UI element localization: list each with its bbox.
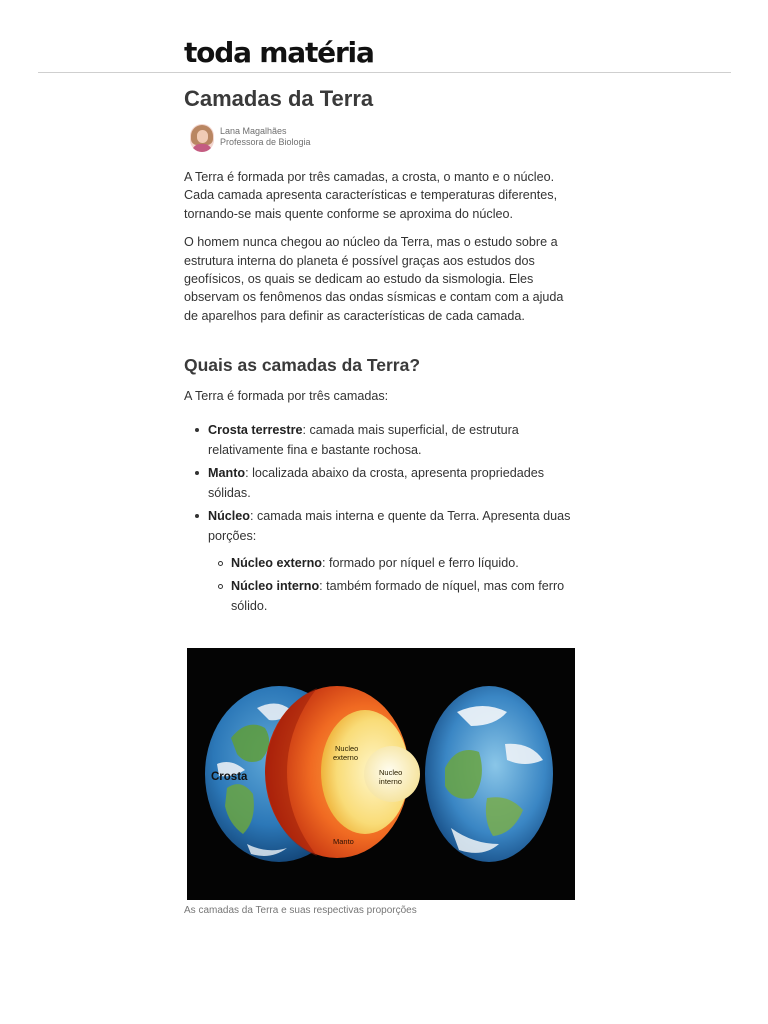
- label-outer-core-1: Nucleo: [335, 744, 359, 753]
- term-nucleo: Núcleo: [208, 508, 250, 523]
- label-outer-core-2: externo: [333, 753, 359, 762]
- avatar-shirt: [192, 144, 212, 152]
- desc-nucleo-interno: : também formado de níquel, mas com ferro sólido.: [231, 578, 565, 613]
- site-header: [0, 0, 768, 74]
- desc-manto: : localizada abaixo da crosta, apresenta propriedades sólidas.: [208, 465, 545, 500]
- figure-caption: As camadas da Terra e suas respectivas proporções: [184, 905, 417, 916]
- author-role: Professora de Biologia: [220, 137, 311, 147]
- list-item-nucleo-interno: [231, 576, 576, 616]
- desc-crosta: : camada mais superficial, de estrutura relativamente fina e bastante rochosa.: [208, 422, 519, 457]
- intro-paragraph: A Terra é formada por três camadas, a crosta, o manto e o núcleo. Cada camada apresenta características e temperaturas diferentes, tornando-se mais quente conforme se aproxima do núcleo.: [184, 170, 558, 221]
- right-earth-hemisphere: [425, 686, 553, 862]
- desc-nucleo: : camada mais interna e quente da Terra. Apresenta duas porções:: [208, 508, 571, 543]
- earth-layers-figure[interactable]: [187, 648, 575, 900]
- list-item-crosta: [208, 420, 576, 460]
- page-title: Camadas da Terra: [184, 86, 374, 111]
- term-crosta: Crosta terrestre: [208, 422, 303, 437]
- label-inner-core-2: interno: [379, 777, 402, 786]
- desc-nucleo-externo: : formado por níquel e ferro líquido.: [321, 555, 519, 570]
- core-parts-list: [208, 553, 576, 616]
- label-inner-core-1: Nucleo: [379, 768, 403, 777]
- section-intro: A Terra é formada por três camadas:: [184, 389, 389, 404]
- author-name[interactable]: Lana Magalhães: [220, 126, 287, 136]
- avatar-face: [197, 130, 208, 143]
- list-item-nucleo: [208, 506, 576, 616]
- section-heading: Quais as camadas da Terra?: [184, 355, 421, 376]
- author-block[interactable]: [184, 124, 576, 154]
- label-crosta: Crosta: [211, 771, 248, 783]
- header-divider: [38, 72, 731, 73]
- term-nucleo-externo: Núcleo externo: [231, 555, 322, 570]
- term-manto: Manto: [208, 465, 246, 480]
- list-item-manto: [208, 463, 576, 503]
- layers-list: [184, 420, 576, 616]
- site-logo[interactable]: toda matéria: [184, 36, 374, 69]
- author-avatar[interactable]: [190, 124, 214, 152]
- article: [184, 84, 576, 619]
- study-paragraph: O homem nunca chegou ao núcleo da Terra, mas o estudo sobre a estrutura interna do planeta é possível graças aos estudos dos geofísicos, os quais se dedicam ao estudo da sismologia. Eles observam os fenômenos das ondas sísmicas e contam com a ajuda de aparelhos para definir as características de cada camada.: [184, 235, 564, 323]
- earth-layers-illustration: [187, 648, 575, 900]
- label-manto: Manto: [333, 837, 354, 846]
- term-nucleo-interno: Núcleo interno: [231, 578, 320, 593]
- list-item-nucleo-externo: [231, 553, 576, 573]
